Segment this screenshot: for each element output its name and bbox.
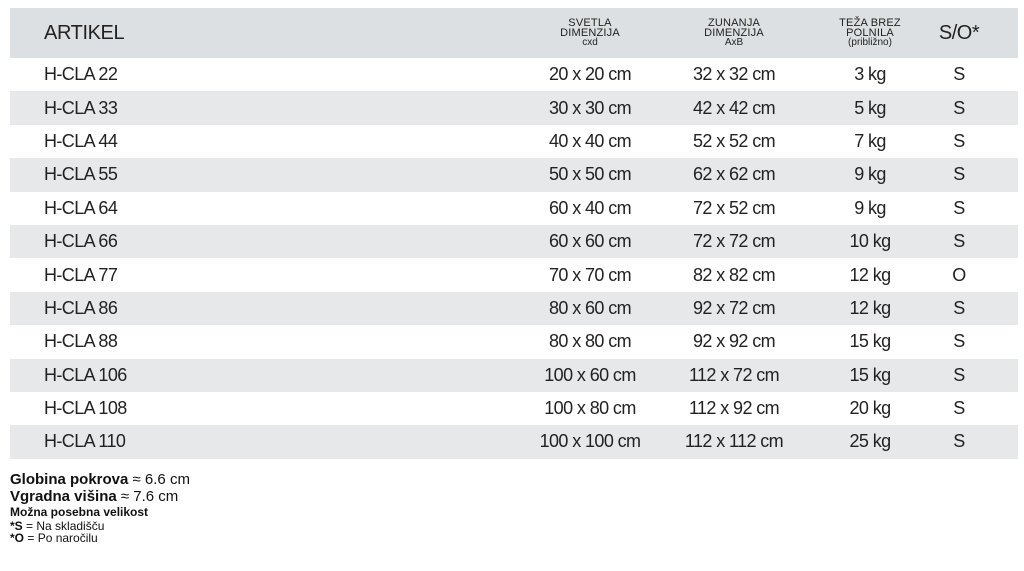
cell-svetla: 60 x 60 cm	[548, 231, 632, 252]
cell-so: S	[953, 64, 965, 85]
table-row	[10, 258, 1018, 291]
cell-artikel: H-CLA 88	[44, 331, 118, 352]
header-svetla-dimenzija	[510, 8, 670, 58]
cell-zunanja: 52 x 52 cm	[692, 130, 776, 151]
header-artikel: ARTIKEL	[44, 21, 125, 44]
cell-so: S	[953, 130, 965, 151]
cell-svetla: 50 x 50 cm	[548, 164, 632, 185]
cell-so: S	[953, 431, 965, 452]
cell-teza: 10 kg	[849, 231, 891, 252]
cell-zunanja: 92 x 72 cm	[692, 297, 776, 318]
cell-teza: 3 kg	[854, 64, 886, 85]
cell-svetla: 80 x 80 cm	[548, 331, 632, 352]
note-s-value: = Na skladišču	[22, 519, 105, 533]
header-svetla-line1: SVETLA	[568, 17, 612, 29]
header-teza-line3: (približno)	[848, 37, 892, 48]
table-row	[10, 192, 1018, 225]
table-row	[10, 58, 1018, 91]
table-row	[10, 158, 1018, 191]
cell-zunanja: 112 x 112 cm	[684, 431, 784, 452]
cell-teza: 9 kg	[854, 197, 886, 218]
cell-zunanja: 72 x 72 cm	[692, 231, 776, 252]
cell-so: S	[953, 197, 965, 218]
note-o-key: *O	[10, 531, 25, 545]
cell-teza: 20 kg	[849, 398, 891, 419]
cell-teza: 12 kg	[849, 264, 891, 285]
header-zunanja-dimenzija	[654, 8, 814, 58]
cell-teza: 15 kg	[849, 364, 891, 385]
table-row	[10, 91, 1018, 124]
cell-svetla: 60 x 40 cm	[548, 197, 632, 218]
cell-teza: 12 kg	[849, 297, 891, 318]
cell-artikel: H-CLA 22	[44, 64, 118, 85]
cell-zunanja: 42 x 42 cm	[692, 97, 776, 118]
note-o-value: = Po naročilu	[24, 531, 98, 545]
header-so: S/O*	[938, 21, 980, 44]
note-vgradna	[10, 488, 190, 505]
table-row	[10, 325, 1018, 358]
product-table	[10, 8, 1018, 459]
cell-svetla: 80 x 60 cm	[548, 297, 632, 318]
header-zunanja-line1: ZUNANJA	[707, 17, 761, 29]
cell-so: S	[953, 231, 965, 252]
cell-svetla: 70 x 70 cm	[548, 264, 632, 285]
cell-zunanja: 32 x 32 cm	[692, 64, 776, 85]
cell-artikel: H-CLA 66	[44, 231, 118, 252]
cell-so: O	[952, 264, 966, 285]
cell-so: S	[953, 97, 965, 118]
cell-artikel: H-CLA 44	[44, 130, 118, 151]
note-vgradna-value: ≈ 7.6 cm	[116, 488, 179, 505]
cell-so: S	[953, 297, 965, 318]
header-teza-line1: TEŽA BREZ	[839, 17, 901, 29]
cell-zunanja: 82 x 82 cm	[692, 264, 776, 285]
cell-teza: 25 kg	[849, 431, 891, 452]
table-row	[10, 425, 1018, 458]
cell-so: S	[953, 364, 965, 385]
cell-zunanja: 62 x 62 cm	[692, 164, 776, 185]
table-row	[10, 225, 1018, 258]
table-row	[10, 359, 1018, 392]
cell-teza: 5 kg	[854, 97, 886, 118]
header-svetla-line2: DIMENZIJA	[560, 27, 620, 39]
cell-so: S	[953, 398, 965, 419]
table-row	[10, 392, 1018, 425]
note-mozna: Možna posebna velikost	[10, 505, 149, 519]
cell-so: S	[953, 164, 965, 185]
cell-teza: 15 kg	[849, 331, 891, 352]
note-vgradna-label: Vgradna višina	[10, 488, 117, 505]
cell-zunanja: 112 x 92 cm	[688, 398, 780, 419]
cell-artikel: H-CLA 77	[44, 264, 118, 285]
header-zunanja-line3: AxB	[724, 37, 744, 48]
cell-zunanja: 92 x 92 cm	[692, 331, 776, 352]
header-zunanja-line2: DIMENZIJA	[704, 27, 764, 39]
cell-artikel: H-CLA 86	[44, 297, 118, 318]
table-header	[10, 8, 1018, 58]
note-globina	[10, 471, 190, 488]
cell-svetla: 30 x 30 cm	[548, 97, 632, 118]
table-row	[10, 125, 1018, 158]
table-row	[10, 292, 1018, 325]
note-globina-label: Globina pokrova	[10, 471, 129, 488]
note-globina-value: ≈ 6.6 cm	[128, 471, 190, 488]
cell-svetla: 100 x 100 cm	[539, 431, 641, 452]
cell-zunanja: 72 x 52 cm	[692, 197, 776, 218]
cell-artikel: H-CLA 33	[44, 97, 118, 118]
note-s-key: *S	[10, 519, 23, 533]
header-svetla-line3: cxd	[582, 37, 598, 48]
cell-artikel: H-CLA 110	[44, 431, 126, 452]
cell-artikel: H-CLA 64	[44, 197, 118, 218]
footnotes	[10, 471, 190, 544]
cell-svetla: 40 x 40 cm	[548, 130, 632, 151]
cell-artikel: H-CLA 106	[44, 364, 127, 385]
header-teza-line2: POLNILA	[846, 27, 894, 39]
cell-svetla: 100 x 80 cm	[544, 398, 636, 419]
cell-svetla: 20 x 20 cm	[548, 64, 632, 85]
cell-artikel: H-CLA 108	[44, 398, 127, 419]
note-o-legend	[10, 532, 190, 544]
cell-teza: 9 kg	[854, 164, 886, 185]
cell-artikel: H-CLA 55	[44, 164, 118, 185]
cell-so: S	[953, 331, 965, 352]
cell-zunanja: 112 x 72 cm	[688, 364, 780, 385]
cell-svetla: 100 x 60 cm	[544, 364, 636, 385]
cell-teza: 7 kg	[854, 130, 886, 151]
